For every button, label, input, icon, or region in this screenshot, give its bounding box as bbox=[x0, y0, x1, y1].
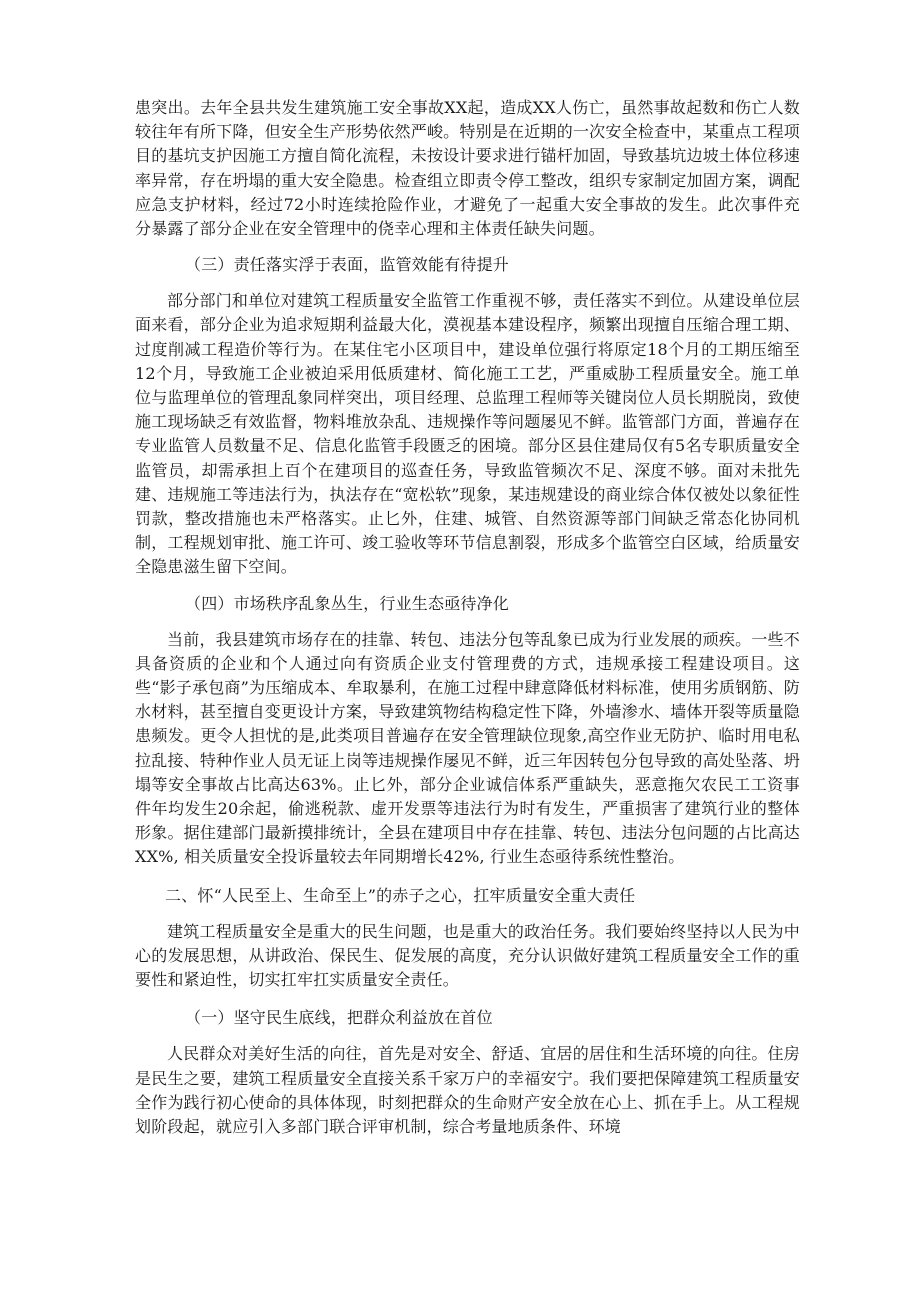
part-heading-2: 二、怀“人民至上、生命至上”的赤子之心，扛牢质量安全重大责任 bbox=[165, 885, 636, 905]
section-heading-4: （四）市场秩序乱象丛生，行业生态亟待净化 bbox=[185, 593, 510, 613]
section-heading-2-1: （一）坚守民生底线，把群众利益放在首位 bbox=[185, 1008, 493, 1028]
section-heading-3: （三）责任落实浮于表面，监管效能有待提升 bbox=[185, 255, 510, 275]
paragraph-section-4: 当前，我县建筑市场存在的挂靠、转包、违法分包等乱象已成为行业发展的顽疾。一些不具备资质的企业和个人通过向有资质企业支付管理费的方式，违规承接工程建设项目。这些“影子承包商”为压缩成本、牟取暴利，在施工过程中肆意降低材料标准，使用劣质钢筋、防水材料，甚至擅自变更设计方案，导致建筑物结构稳定性下降，外墙渗水、墙体开裂等质量隐患频发。更令人担忧的是,此类项目普遍存在安全管理缺位现象,高空作业无防护、临时用电私拉乱接、特种作业人员无证上岗等违规操作屡见不鲜，近三年因转包分包导致的高处坠落、坍塌等安全事故占比高达63%。止匕外，部分企业诚信体系严重缺失，恶意拖欠农民工工资事件年均发生20余起，偷逃税款、虚开发票等违法行为时有发生，严重损害了建筑行业的整体形象。据住建部门最新摸排统计，全县在建项目中存在挂靠、转包、违法分包问题的占比高达XX%, 相关质量安全投诉量较去年同期增长42%, 行业生态亟待系统性整治。 bbox=[135, 629, 800, 867]
paragraph-part-2: 建筑工程质量安全是重大的民生问题，也是重大的政治任务。我们要始终坚持以人民为中心的发展思想，从讲政治、保民生、促发展的高度，充分认识做好建筑工程质量安全工作的重要性和紧迫性，切实扛牢扛实质量安全责任。 bbox=[135, 921, 800, 990]
paragraph-intro-continued: 患突出。去年全县共发生建筑施工安全事故XX起，造成XX人伤亡，虽然事故起数和伤亡人数较往年有所下降，但安全生产形势依然严峻。特别是在近期的一次安全检查中，某重点工程项目的基坑支护因施工方擅自简化流程，未按设计要求进行锚杆加固，导致基坑边坡土体位移速率异常，存在坍塌的重大安全隐患。检查组立即责令停工整改，组织专家制定加固方案，调配应急支护材料，经过72小时连续抢险作业，才避免了一起重大安全事故的发生。此次事件充分暴露了部分企业在安全管理中的侥幸心理和主体责任缺失问题。 bbox=[135, 98, 800, 239]
document-page bbox=[135, 96, 800, 1139]
paragraph-section-3: 部分部门和单位对建筑工程质量安全监管工作重视不够，责任落实不到位。从建设单位层面来看，部分企业为追求短期利益最大化，漠视基本建设程序，频繁出现擅自压缩合理工期、过度削减工程造价等行为。在某住宅小区项目中，建设单位强行将原定18个月的工期压缩至12个月，导致施工企业被迫采用低质建材、简化施工工艺，严重威胁工程质量安全。施工单位与监理单位的管理乱象同样突出，项目经理、总监理工程师等关键岗位人员长期脱岗，致使施工现场缺乏有效监督，物料堆放杂乱、违规操作等问题屡见不鲜。监管部门方面，普遍存在专业监管人员数量不足、信息化监管手段匮乏的困境。部分区县住建局仅有5名专职质量安全监管员，却需承担上百个在建项目的巡查任务，导致监管频次不足、深度不够。面对未批先建、违规施工等违法行为，执法存在“宽松软”现象，某违规建设的商业综合体仅被处以象征性罚款，整改措施也未严格落实。止匕外，住建、城管、自然资源等部门间缺乏常态化协同机制，工程规划审批、施工许可、竣工验收等环节信息割裂，形成多个监管空白区域，给质量安全隐患滋生留下空间。 bbox=[135, 291, 800, 577]
paragraph-section-2-1: 人民群众对美好生活的向往，首先是对安全、舒适、宜居的居住和生活环境的向往。住房是民生之要，建筑工程质量安全直接关系千家万户的幸福安宁。我们要把保障建筑工程质量安全作为践行初心使命的具体体现，时刻把群众的生命财产安全放在心上、抓在手上。从工程规划阶段起，就应引入多部门联合评审机制，综合考量地质条件、环境 bbox=[135, 1044, 800, 1136]
